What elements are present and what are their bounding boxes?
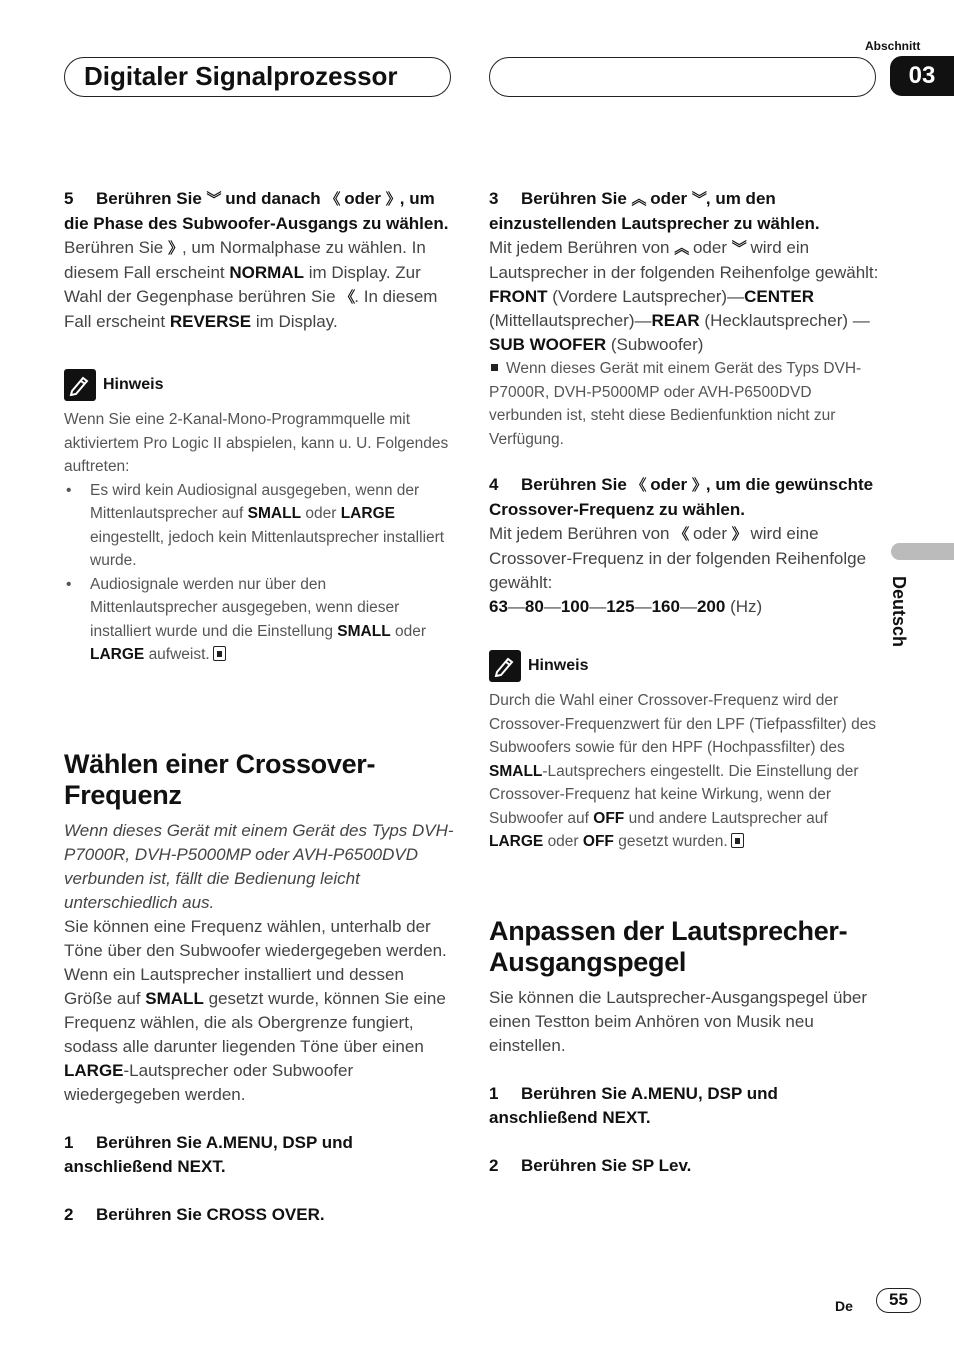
note-1-intro: Wenn Sie eine 2-Kanal-Mono-Programmquelle mit aktiviertem Pro Logic II abspielen, kann u. U. Folgendes auftreten: (64, 411, 449, 475)
down-arrow-icon: ︾ (691, 191, 706, 208)
right-arrow-icon: 》 (385, 191, 400, 208)
crossover-italic-note: Wenn dieses Gerät mit einem Gerät des Typs DVH-P7000R, DVH-P5000MP oder AVH-P6500DVD verbunden ist, fällt die Bedienung leicht unterschiedlich aus. (64, 820, 454, 912)
step-3-note: Wenn dieses Gerät mit einem Gerät des Typs DVH-P7000R, DVH-P5000MP oder AVH-P6500DVD verbunden ist, steht diese Bedienfunktion nicht zur Verfügung. (489, 360, 862, 448)
left-arrow-icon: 《 (340, 289, 355, 306)
up-arrow-icon: ︽ (674, 240, 689, 257)
level-heading: Anpassen der Lautsprecher-Ausgangspegel (489, 915, 848, 977)
section-number: 03 (890, 56, 954, 96)
page-number: 55 (876, 1288, 921, 1313)
down-arrow-icon: ︾ (731, 240, 746, 257)
left-arrow-icon: 《 (674, 526, 689, 543)
end-mark-icon (213, 646, 226, 661)
level-step-2: 2 Berühren Sie SP Lev. (489, 1155, 692, 1175)
right-arrow-icon: 》 (167, 240, 182, 257)
step-3-heading: 3 Berühren Sie ︽ oder ︾, um den einzustellenden Lautsprecher zu wählen. (489, 189, 820, 233)
note-2-header: Hinweis (489, 649, 881, 683)
left-arrow-icon: 《 (631, 477, 646, 494)
section-label: Abschnitt (865, 39, 921, 53)
step-3-body: Mit jedem Berühren von ︽ oder ︾ wird ein Lautsprecher in der folgenden Reihenfolge gewählt: (489, 238, 879, 282)
left-column (64, 187, 456, 1227)
note-1-header: Hinweis (64, 368, 456, 402)
crossover-step-2: 2 Berühren Sie CROSS OVER. (64, 1204, 325, 1224)
end-mark-icon (731, 833, 744, 848)
level-body: Sie können die Lautsprecher-Ausgangspegel über einen Testton beim Anhören von Musik neu einstellen. (489, 987, 868, 1055)
up-arrow-icon: ︽ (631, 191, 646, 208)
level-step-1: 1 Berühren Sie A.MENU, DSP und anschließend NEXT. (489, 1083, 778, 1127)
step-4-body: Mit jedem Berühren von 《 oder 》 wird eine Crossover-Frequenz in der folgenden Reihenfolge gewählt: (489, 524, 867, 592)
left-arrow-icon: 《 (325, 191, 340, 208)
crossover-body: Sie können eine Frequenz wählen, unterhalb der Töne über den Subwoofer wiedergegeben werden. Wenn ein Lautsprecher installiert und dessen Größe auf SMALL gesetzt wurde, können Sie eine Frequenz wählen, die als Obergrenze fungiert, sodass alle darunter liegenden Töne über einen LARGE-Lautsprecher oder Subwoofer wiedergegeben werden. (64, 916, 447, 1104)
frequency-sequence: 63—80—100—125—160—200 (Hz) (489, 597, 763, 616)
square-bullet-icon (491, 364, 498, 371)
step-4-heading: 4 Berühren Sie 《 oder 》, um die gewünschte Crossover-Frequenz zu wählen. (489, 475, 874, 519)
speaker-sequence: FRONT (Vordere Lautsprecher)—CENTER (Mittellautsprecher)—REAR (Hecklautsprecher) —SUB WOOFER (Subwoofer) (489, 287, 870, 354)
page-title: Digitaler Signalprozessor (84, 61, 398, 91)
pencil-note-icon (489, 650, 521, 682)
pencil-note-icon (64, 369, 96, 401)
language-code: De (835, 1298, 853, 1314)
step-5-heading: 5 Berühren Sie ︾ und danach 《 oder 》, um die Phase des Subwoofer-Ausgangs zu wählen. (64, 189, 449, 233)
note-2-body: Durch die Wahl einer Crossover-Frequenz wird der Crossover-Frequenzwert für den LPF (Tiefpassfilter) des Subwoofers sowie für den HPF (Hochpassfilter) des SMALL-Lautsprechers eingestellt. Die Einstellung der Crossover-Frequenz hat keine Wirkung, wenn der Subwoofer auf OFF und andere Lautsprecher auf LARGE oder OFF gesetzt wurden. (489, 692, 877, 850)
side-language-label: Deutsch (889, 576, 909, 648)
step-5-body: Berühren Sie 》, um Normalphase zu wählen. In diesem Fall erscheint NORMAL im Display. Zur Wahl der Gegenphase berühren Sie 《. In diesem Fall erscheint REVERSE im Display. (64, 238, 438, 331)
side-tab-marker (891, 543, 954, 560)
crossover-heading: Wählen einer Crossover-Frequenz (64, 748, 376, 810)
header-blank-frame (489, 57, 876, 97)
right-arrow-icon: 》 (691, 477, 706, 494)
crossover-step-1: 1 Berühren Sie A.MENU, DSP und anschließend NEXT. (64, 1132, 353, 1176)
note-1-bullet-2: • Audiosignale werden nur über den Mittenlautsprecher ausgegeben, wenn dieser installiert wurde und die Einstellung SMALL oder LARGE aufweist. (66, 575, 427, 663)
right-column (489, 187, 881, 1178)
note-1-bullet-1: • Es wird kein Audiosignal ausgegeben, wenn der Mittenlautsprecher auf SMALL oder LARGE eingestellt, jedoch kein Mittenlautsprecher installiert wurde. (66, 481, 445, 569)
down-arrow-icon: ︾ (206, 191, 221, 208)
right-arrow-icon: 》 (731, 526, 746, 543)
